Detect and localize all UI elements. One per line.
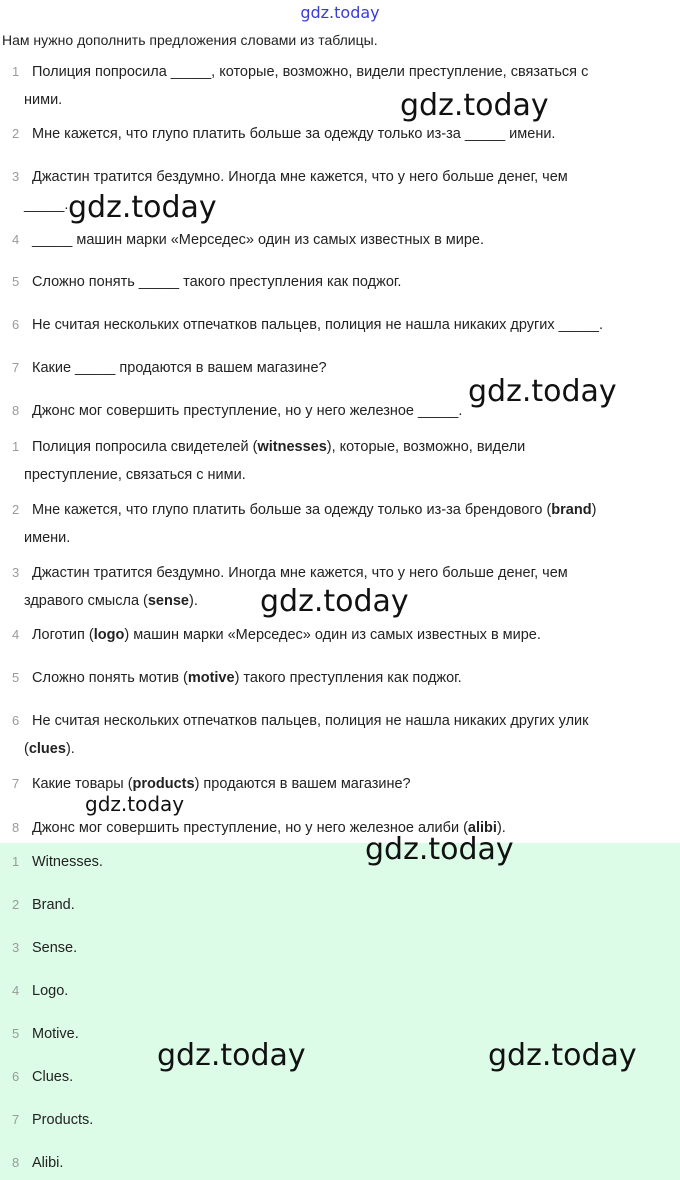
item-text: Сложно понять _____ такого преступления как поджог. (32, 274, 402, 290)
item-text: Мне кажется, что глупо платить больше за одежду только из-за _____ имени. (32, 126, 556, 142)
answer-word: alibi (467, 820, 497, 836)
task-item (0, 311, 676, 339)
header-watermark: gdz.today (300, 3, 380, 22)
filled-item (0, 496, 676, 552)
watermark: gdz.today (68, 190, 217, 225)
item-number: 2 (12, 897, 20, 912)
item-number: 7 (12, 776, 20, 791)
task-item (0, 268, 676, 296)
answer-text: Sense. (32, 940, 78, 956)
filled-item (0, 433, 676, 489)
answer-item (0, 934, 676, 962)
item-number: 4 (12, 232, 20, 247)
item-text: Джастин тратится бездумно. Иногда мне кажется, что у него больше денег, чем (32, 169, 568, 185)
answer-text: Clues. (32, 1069, 74, 1085)
item-number: 6 (12, 317, 20, 332)
item-number: 7 (12, 360, 20, 375)
item-number: 6 (12, 713, 20, 728)
filled-item (0, 621, 676, 649)
task-item (0, 120, 676, 148)
item-text-continued: _____. (24, 197, 69, 213)
watermark: gdz.today (85, 792, 185, 816)
item-text: Мне кажется, что глупо платить больше за одежду только из-за брендового (brand) (32, 502, 597, 518)
watermark: gdz.today (488, 1038, 637, 1073)
item-number: 2 (12, 126, 20, 141)
answer-item (0, 1106, 676, 1134)
answer-word: clues (28, 741, 66, 757)
item-number: 3 (12, 940, 20, 955)
item-text: Полиция попросила _____, которые, возможно, видели преступление, связаться с (32, 64, 589, 80)
answer-text: Alibi. (32, 1155, 64, 1171)
answer-word: sense (147, 593, 189, 609)
answer-item (0, 977, 676, 1005)
answer-word: motive (187, 670, 235, 686)
answer-text: Logo. (32, 983, 69, 999)
item-text-continued: (clues). (24, 741, 75, 757)
answer-word: witnesses (257, 439, 327, 455)
answer-item (0, 848, 676, 876)
item-number: 3 (12, 169, 20, 184)
item-number: 6 (12, 1069, 20, 1084)
watermark: gdz.today (365, 832, 514, 867)
filled-item (0, 664, 676, 692)
item-number: 1 (12, 854, 20, 869)
item-number: 8 (12, 1155, 20, 1170)
intro-text: Нам нужно дополнить предложения словами из таблицы. (2, 32, 378, 48)
answer-text: Brand. (32, 897, 75, 913)
item-text: Какие _____ продаются в вашем магазине? (32, 360, 327, 376)
item-text: Не считая нескольких отпечатков пальцев, полиция не нашла никаких других _____. (32, 317, 603, 333)
item-number: 4 (12, 627, 20, 642)
item-text-continued: имени. (24, 530, 71, 546)
item-text: Сложно понять мотив (motive) такого преступления как поджог. (32, 670, 462, 686)
item-text: Джастин тратится бездумно. Иногда мне кажется, что у него больше денег, чем (32, 565, 568, 581)
task-item (0, 226, 676, 254)
answer-text: Motive. (32, 1026, 79, 1042)
item-text: _____ машин марки «Мерседес» один из самых известных в мире. (32, 232, 485, 248)
item-text: Джонс мог совершить преступление, но у него железное алиби (alibi). (32, 820, 506, 836)
item-number: 1 (12, 439, 20, 454)
item-text: Джонс мог совершить преступление, но у него железное _____. (32, 403, 463, 419)
task-item (0, 58, 676, 114)
answer-text: Products. (32, 1112, 94, 1128)
answer-word: products (132, 776, 195, 792)
item-text: Логотип (logo) машин марки «Мерседес» один из самых известных в мире. (32, 627, 541, 643)
item-text: Полиция попросила свидетелей (witnesses), которые, возможно, видели (32, 439, 526, 455)
answer-text: Witnesses. (32, 854, 103, 870)
watermark: gdz.today (260, 584, 409, 619)
item-number: 1 (12, 64, 20, 79)
item-number: 8 (12, 820, 20, 835)
item-text: Не считая нескольких отпечатков пальцев, полиция не нашла никаких других улик (32, 713, 589, 729)
answer-item (0, 1149, 676, 1177)
answer-word: logo (93, 627, 125, 643)
filled-item (0, 814, 676, 842)
item-text-continued: преступление, связаться с ними. (24, 467, 246, 483)
filled-item (0, 707, 676, 763)
item-number: 3 (12, 565, 20, 580)
answer-item (0, 891, 676, 919)
item-text-continued: ними. (24, 92, 63, 108)
item-number: 5 (12, 274, 20, 289)
item-number: 2 (12, 502, 20, 517)
watermark: gdz.today (157, 1038, 306, 1073)
item-number: 7 (12, 1112, 20, 1127)
item-text: Какие товары (products) продаются в вашем магазине? (32, 776, 411, 792)
item-number: 8 (12, 403, 20, 418)
item-text-continued: здравого смысла (sense). (24, 593, 198, 609)
item-number: 5 (12, 670, 20, 685)
item-number: 5 (12, 1026, 20, 1041)
answer-word: brand (551, 502, 592, 518)
item-number: 4 (12, 983, 20, 998)
watermark: gdz.today (468, 374, 617, 409)
watermark: gdz.today (400, 88, 549, 123)
